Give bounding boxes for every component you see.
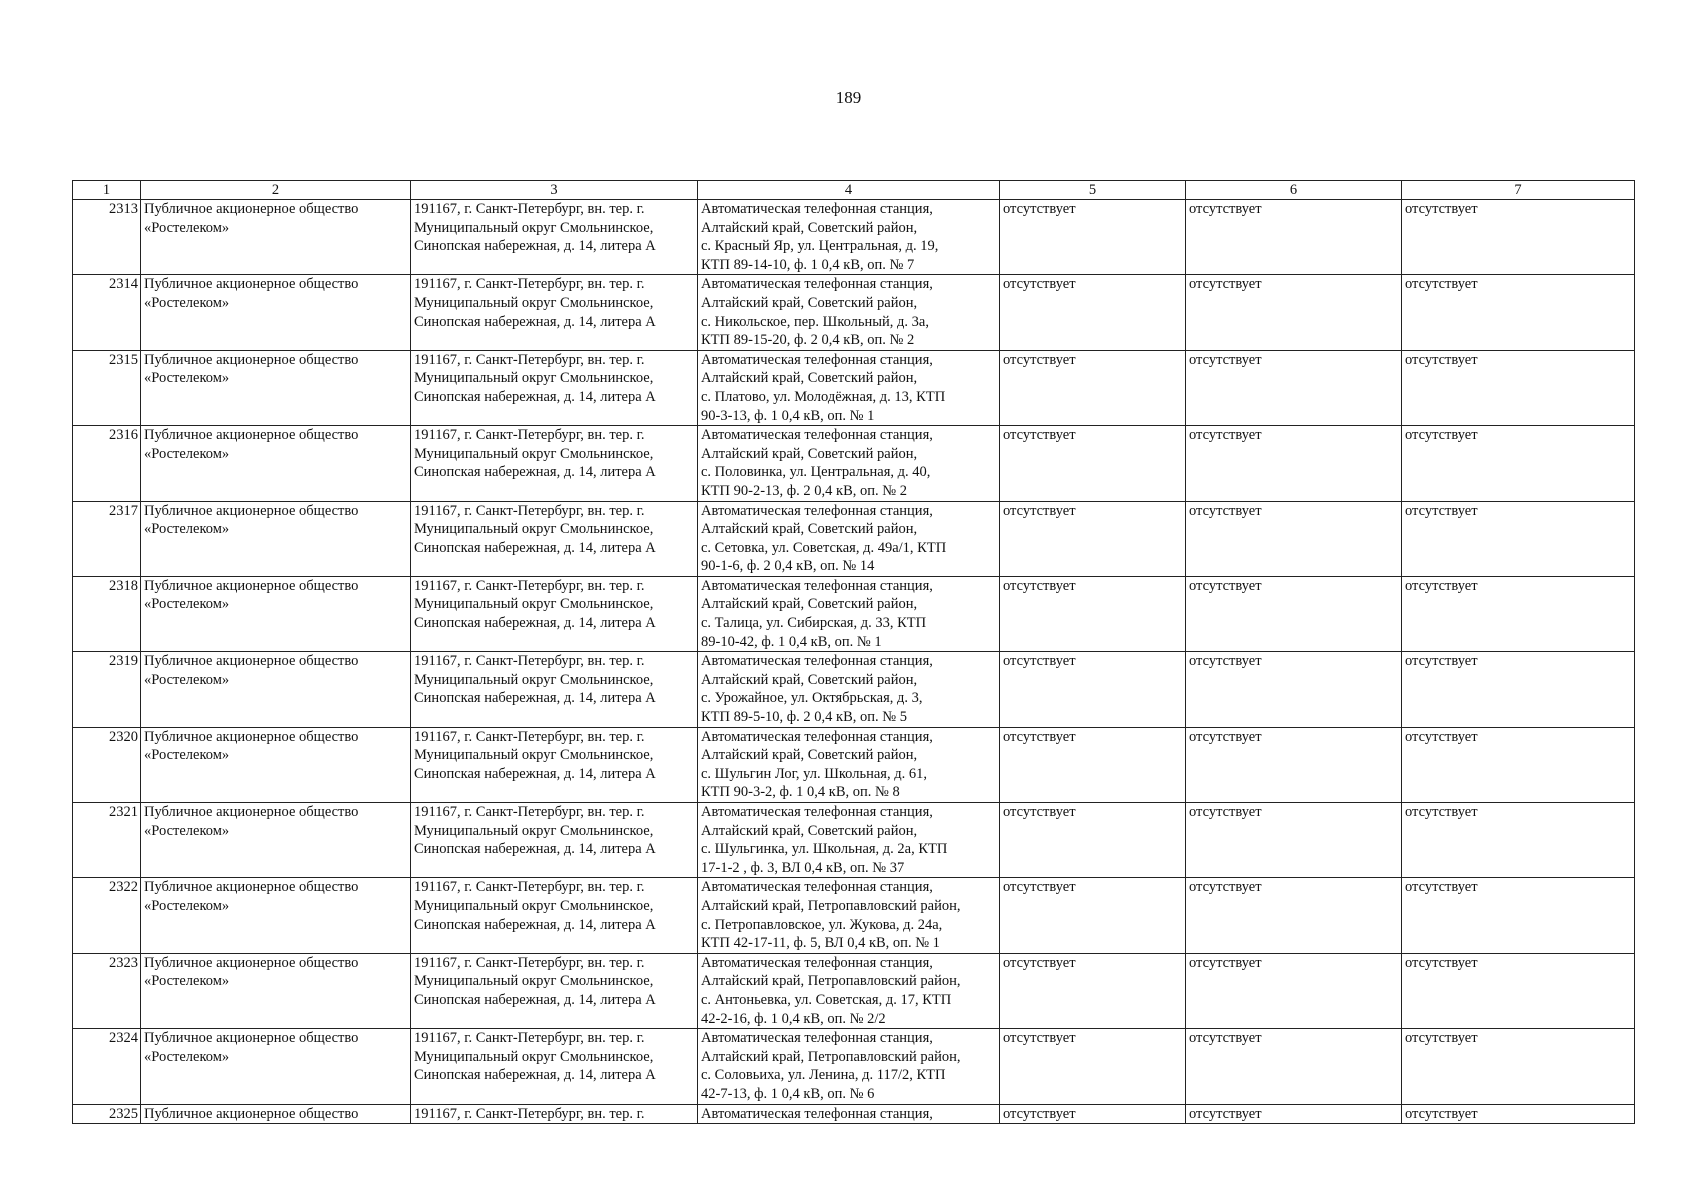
cell-line: 191167, г. Санкт-Петербург, вн. тер. г.	[414, 276, 645, 293]
cell-line: Автоматическая телефонная станция,	[701, 201, 933, 217]
cell-line: «Ростелеком»	[144, 596, 230, 613]
cell-line: 42-2-16, ф. 1 0,4 кВ, оп. № 2/2	[701, 1010, 886, 1027]
cell-line: Синопская набережная, д. 14, литера А	[414, 765, 656, 782]
row-number-cell: 2317	[73, 501, 141, 576]
cell-line: «Ростелеком»	[144, 1048, 230, 1065]
cell-line: Муниципальный округ Смольнинское,	[414, 596, 654, 613]
cell-line: 191167, г. Санкт-Петербург, вн. тер. г.	[414, 954, 645, 971]
cell-line: КТП 89-15-20, ф. 2 0,4 кВ, оп. № 2	[701, 332, 915, 349]
row-number-cell: 2323	[73, 953, 141, 1028]
cell-line: Муниципальный округ Смольнинское,	[414, 747, 654, 764]
cell-line: Публичное акционерное общество	[144, 427, 359, 444]
cell-line: с. Никольское, пер. Школьный, д. 3а,	[701, 313, 929, 330]
address-cell	[411, 953, 698, 1028]
row-number-cell: 2318	[73, 576, 141, 651]
row-number-cell: 2316	[73, 426, 141, 501]
cell-line: Алтайский край, Петропавловский район,	[701, 973, 961, 990]
cell-line: Синопская набережная, д. 14, литера А	[414, 615, 656, 632]
cell-line: Автоматическая телефонная станция,	[701, 351, 933, 368]
status-cell: отсутствует	[1000, 878, 1186, 953]
column-header: 6	[1186, 181, 1402, 200]
row-number-cell: 2321	[73, 803, 141, 878]
cell-line: Автоматическая телефонная станция,	[701, 653, 933, 670]
organization-cell	[141, 727, 411, 802]
status-cell: отсутствует	[1402, 200, 1635, 275]
object-cell	[698, 803, 1000, 878]
cell-line: «Ростелеком»	[144, 747, 230, 764]
object-cell	[698, 275, 1000, 350]
row-number-cell: 2320	[73, 727, 141, 802]
cell-line: Автоматическая телефонная станция,	[701, 804, 933, 820]
cell-line: «Ростелеком»	[144, 671, 230, 688]
address-cell	[411, 350, 698, 425]
cell-line: Публичное акционерное общество	[144, 201, 359, 217]
cell-line: 42-7-13, ф. 1 0,4 кВ, оп. № 6	[701, 1085, 875, 1102]
status-cell: отсутствует	[1402, 350, 1635, 425]
organization-cell	[141, 501, 411, 576]
cell-line: Муниципальный округ Смольнинское,	[414, 822, 654, 839]
status-cell: отсутствует	[1402, 501, 1635, 576]
column-header: 7	[1402, 181, 1635, 200]
object-cell	[698, 576, 1000, 651]
address-cell	[411, 803, 698, 878]
row-number-cell: 2325	[73, 1104, 141, 1124]
cell-line: КТП 42-17-11, ф. 5, ВЛ 0,4 кВ, оп. № 1	[701, 935, 940, 952]
cell-line: Алтайский край, Петропавловский район,	[701, 1048, 961, 1065]
cell-line: «Ростелеком»	[144, 973, 230, 990]
page-number: 189	[835, 88, 862, 107]
cell-line: Автоматическая телефонная станция,	[701, 427, 933, 444]
status-cell: отсутствует	[1186, 1029, 1402, 1104]
object-cell	[698, 350, 1000, 425]
organization-cell	[141, 200, 411, 275]
column-header: 4	[698, 181, 1000, 200]
cell-line: с. Шульгинка, ул. Школьная, д. 2а, КТП	[701, 841, 948, 858]
cell-line: Автоматическая телефонная станция,	[701, 1105, 933, 1122]
cell-line: 191167, г. Санкт-Петербург, вн. тер. г.	[414, 879, 645, 896]
column-header: 2	[141, 181, 411, 200]
status-cell: отсутствует	[1000, 501, 1186, 576]
cell-line: Алтайский край, Советский район,	[701, 521, 918, 538]
cell-line: 191167, г. Санкт-Петербург, вн. тер. г.	[414, 427, 645, 444]
address-cell	[411, 1104, 698, 1124]
cell-line: Синопская набережная, д. 14, литера А	[414, 916, 656, 933]
cell-line: Автоматическая телефонная станция,	[701, 1030, 933, 1047]
organization-cell	[141, 576, 411, 651]
cell-line: с. Половинка, ул. Центральная, д. 40,	[701, 464, 931, 481]
object-cell	[698, 652, 1000, 727]
cell-line: 191167, г. Санкт-Петербург, вн. тер. г.	[414, 653, 645, 670]
cell-line: Синопская набережная, д. 14, литера А	[414, 1067, 656, 1084]
cell-line: Муниципальный округ Смольнинское,	[414, 294, 654, 311]
address-cell	[411, 652, 698, 727]
cell-line: с. Урожайное, ул. Октябрьская, д. 3,	[701, 690, 923, 707]
organization-cell	[141, 275, 411, 350]
cell-line: с. Красный Яр, ул. Центральная, д. 19,	[701, 238, 939, 255]
address-cell	[411, 275, 698, 350]
cell-line: 191167, г. Санкт-Петербург, вн. тер. г.	[414, 502, 645, 519]
table-row	[73, 1104, 1635, 1124]
status-cell: отсутствует	[1402, 727, 1635, 802]
cell-line: Алтайский край, Советский район,	[701, 747, 918, 764]
cell-line: «Ростелеком»	[144, 370, 230, 387]
organization-cell	[141, 953, 411, 1028]
status-cell: отсутствует	[1186, 426, 1402, 501]
cell-line: 191167, г. Санкт-Петербург, вн. тер. г.	[414, 1105, 645, 1122]
row-number-cell: 2322	[73, 878, 141, 953]
table-row	[73, 426, 1635, 501]
status-cell: отсутствует	[1402, 878, 1635, 953]
cell-line: Синопская набережная, д. 14, литера А	[414, 690, 656, 707]
status-cell: отсутствует	[1000, 953, 1186, 1028]
cell-line: Публичное акционерное общество	[144, 653, 359, 670]
cell-line: Алтайский край, Советский район,	[701, 445, 918, 462]
table-row	[73, 350, 1635, 425]
cell-line: Синопская набережная, д. 14, литера А	[414, 238, 656, 255]
row-number-cell: 2319	[73, 652, 141, 727]
cell-line: Публичное акционерное общество	[144, 1030, 359, 1047]
cell-line: «Ростелеком»	[144, 219, 230, 236]
status-cell: отсутствует	[1402, 953, 1635, 1028]
column-header: 1	[73, 181, 141, 200]
cell-line: Алтайский край, Советский район,	[701, 219, 918, 236]
object-cell	[698, 953, 1000, 1028]
cell-line: Муниципальный округ Смольнинское,	[414, 1048, 654, 1065]
table-body	[73, 200, 1635, 1124]
status-cell: отсутствует	[1186, 727, 1402, 802]
status-cell: отсутствует	[1000, 1029, 1186, 1104]
status-cell: отсутствует	[1402, 426, 1635, 501]
cell-line: Автоматическая телефонная станция,	[701, 276, 933, 293]
cell-line: 90-3-13, ф. 1 0,4 кВ, оп. № 1	[701, 407, 875, 424]
cell-line: «Ростелеком»	[144, 294, 230, 311]
object-cell	[698, 1104, 1000, 1124]
cell-line: 191167, г. Санкт-Петербург, вн. тер. г.	[414, 577, 645, 594]
status-cell: отсутствует	[1186, 275, 1402, 350]
cell-line: с. Антоньевка, ул. Советская, д. 17, КТП	[701, 991, 952, 1008]
table-row	[73, 200, 1635, 275]
status-cell: отсутствует	[1186, 652, 1402, 727]
status-cell: отсутствует	[1000, 1104, 1186, 1124]
address-cell	[411, 1029, 698, 1104]
cell-line: Публичное акционерное общество	[144, 351, 359, 368]
cell-line: Публичное акционерное общество	[144, 577, 359, 594]
cell-line: Автоматическая телефонная станция,	[701, 502, 933, 519]
cell-line: Публичное акционерное общество	[144, 276, 359, 293]
cell-line: Алтайский край, Петропавловский район,	[701, 897, 961, 914]
status-cell: отсутствует	[1000, 803, 1186, 878]
cell-line: с. Соловьиха, ул. Ленина, д. 117/2, КТП	[701, 1067, 946, 1084]
table-row	[73, 501, 1635, 576]
cell-line: КТП 90-3-2, ф. 1 0,4 кВ, оп. № 8	[701, 784, 900, 801]
cell-line: Публичное акционерное общество	[144, 1105, 359, 1122]
cell-line: с. Талица, ул. Сибирская, д. 33, КТП	[701, 615, 927, 632]
organization-cell	[141, 652, 411, 727]
cell-line: Алтайский край, Советский район,	[701, 822, 918, 839]
cell-line: 191167, г. Санкт-Петербург, вн. тер. г.	[414, 201, 645, 217]
cell-line: 90-1-6, ф. 2 0,4 кВ, оп. № 14	[701, 558, 875, 575]
cell-line: Синопская набережная, д. 14, литера А	[414, 388, 656, 405]
cell-line: Автоматическая телефонная станция,	[701, 954, 933, 971]
status-cell: отсутствует	[1000, 576, 1186, 651]
table-row	[73, 727, 1635, 802]
cell-line: Муниципальный округ Смольнинское,	[414, 671, 654, 688]
table-row	[73, 275, 1635, 350]
cell-line: КТП 89-5-10, ф. 2 0,4 кВ, оп. № 5	[701, 709, 907, 726]
cell-line: 191167, г. Санкт-Петербург, вн. тер. г.	[414, 804, 645, 820]
table-row	[73, 878, 1635, 953]
status-cell: отсутствует	[1000, 426, 1186, 501]
cell-line: «Ростелеком»	[144, 521, 230, 538]
organization-cell	[141, 426, 411, 501]
row-number-cell: 2315	[73, 350, 141, 425]
status-cell: отсутствует	[1402, 576, 1635, 651]
cell-line: Автоматическая телефонная станция,	[701, 577, 933, 594]
cell-line: с. Шульгин Лог, ул. Школьная, д. 61,	[701, 765, 927, 782]
cell-line: 89-10-42, ф. 1 0,4 кВ, оп. № 1	[701, 633, 882, 650]
cell-line: Публичное акционерное общество	[144, 954, 359, 971]
organization-cell	[141, 350, 411, 425]
table-row	[73, 803, 1635, 878]
table-row	[73, 652, 1635, 727]
cell-line: Синопская набережная, д. 14, литера А	[414, 313, 656, 330]
address-cell	[411, 426, 698, 501]
object-cell	[698, 1029, 1000, 1104]
cell-line: Публичное акционерное общество	[144, 728, 359, 745]
cell-line: Публичное акционерное общество	[144, 804, 359, 820]
status-cell: отсутствует	[1402, 1029, 1635, 1104]
cell-line: Синопская набережная, д. 14, литера А	[414, 841, 656, 858]
status-cell: отсутствует	[1186, 803, 1402, 878]
object-cell	[698, 878, 1000, 953]
cell-line: Автоматическая телефонная станция,	[701, 728, 933, 745]
cell-line: Публичное акционерное общество	[144, 502, 359, 519]
table-row	[73, 1029, 1635, 1104]
address-cell	[411, 576, 698, 651]
cell-line: Публичное акционерное общество	[144, 879, 359, 896]
cell-line: с. Платово, ул. Молодёжная, д. 13, КТП	[701, 388, 946, 405]
cell-line: с. Сетовка, ул. Советская, д. 49а/1, КТП	[701, 539, 947, 556]
column-header: 5	[1000, 181, 1186, 200]
status-cell: отсутствует	[1186, 1104, 1402, 1124]
status-cell: отсутствует	[1000, 275, 1186, 350]
row-number-cell: 2324	[73, 1029, 141, 1104]
column-header: 3	[411, 181, 698, 200]
cell-line: «Ростелеком»	[144, 897, 230, 914]
address-cell	[411, 878, 698, 953]
cell-line: Синопская набережная, д. 14, литера А	[414, 464, 656, 481]
status-cell: отсутствует	[1000, 200, 1186, 275]
object-cell	[698, 426, 1000, 501]
address-cell	[411, 200, 698, 275]
table-row	[73, 953, 1635, 1028]
cell-line: Синопская набережная, д. 14, литера А	[414, 539, 656, 556]
status-cell: отсутствует	[1186, 576, 1402, 651]
row-number-cell: 2314	[73, 275, 141, 350]
cell-line: 17-1-2 , ф. 3, ВЛ 0,4 кВ, оп. № 37	[701, 859, 905, 876]
header-row	[73, 181, 1635, 200]
status-cell: отсутствует	[1402, 652, 1635, 727]
status-cell: отсутствует	[1186, 878, 1402, 953]
object-cell	[698, 200, 1000, 275]
organization-cell	[141, 1104, 411, 1124]
cell-line: Синопская набережная, д. 14, литера А	[414, 991, 656, 1008]
organization-cell	[141, 803, 411, 878]
cell-line: «Ростелеком»	[144, 822, 230, 839]
status-cell: отсутствует	[1000, 652, 1186, 727]
cell-line: Алтайский край, Советский район,	[701, 294, 918, 311]
status-cell: отсутствует	[1000, 350, 1186, 425]
cell-line: с. Петропавловское, ул. Жукова, д. 24а,	[701, 916, 943, 933]
registry-table	[72, 180, 1635, 1124]
status-cell: отсутствует	[1186, 501, 1402, 576]
cell-line: Алтайский край, Советский район,	[701, 370, 918, 387]
status-cell: отсутствует	[1402, 803, 1635, 878]
status-cell: отсутствует	[1186, 200, 1402, 275]
cell-line: Алтайский край, Советский район,	[701, 671, 918, 688]
table-row	[73, 576, 1635, 651]
object-cell	[698, 501, 1000, 576]
status-cell: отсутствует	[1186, 350, 1402, 425]
organization-cell	[141, 878, 411, 953]
cell-line: 191167, г. Санкт-Петербург, вн. тер. г.	[414, 351, 645, 368]
status-cell: отсутствует	[1000, 727, 1186, 802]
status-cell: отсутствует	[1402, 275, 1635, 350]
cell-line: 191167, г. Санкт-Петербург, вн. тер. г.	[414, 728, 645, 745]
object-cell	[698, 727, 1000, 802]
cell-line: КТП 89-14-10, ф. 1 0,4 кВ, оп. № 7	[701, 256, 915, 273]
cell-line: Муниципальный округ Смольнинское,	[414, 897, 654, 914]
status-cell: отсутствует	[1402, 1104, 1635, 1124]
cell-line: Муниципальный округ Смольнинское,	[414, 445, 654, 462]
cell-line: Алтайский край, Советский район,	[701, 596, 918, 613]
status-cell: отсутствует	[1186, 953, 1402, 1028]
organization-cell	[141, 1029, 411, 1104]
address-cell	[411, 501, 698, 576]
cell-line: 191167, г. Санкт-Петербург, вн. тер. г.	[414, 1030, 645, 1047]
row-number-cell: 2313	[73, 200, 141, 275]
table-header	[73, 181, 1635, 200]
cell-line: Муниципальный округ Смольнинское,	[414, 370, 654, 387]
cell-line: «Ростелеком»	[144, 445, 230, 462]
cell-line: Муниципальный округ Смольнинское,	[414, 219, 654, 236]
address-cell	[411, 727, 698, 802]
cell-line: Автоматическая телефонная станция,	[701, 879, 933, 896]
cell-line: КТП 90-2-13, ф. 2 0,4 кВ, оп. № 2	[701, 482, 907, 499]
cell-line: Муниципальный округ Смольнинское,	[414, 973, 654, 990]
cell-line: Муниципальный округ Смольнинское,	[414, 521, 654, 538]
